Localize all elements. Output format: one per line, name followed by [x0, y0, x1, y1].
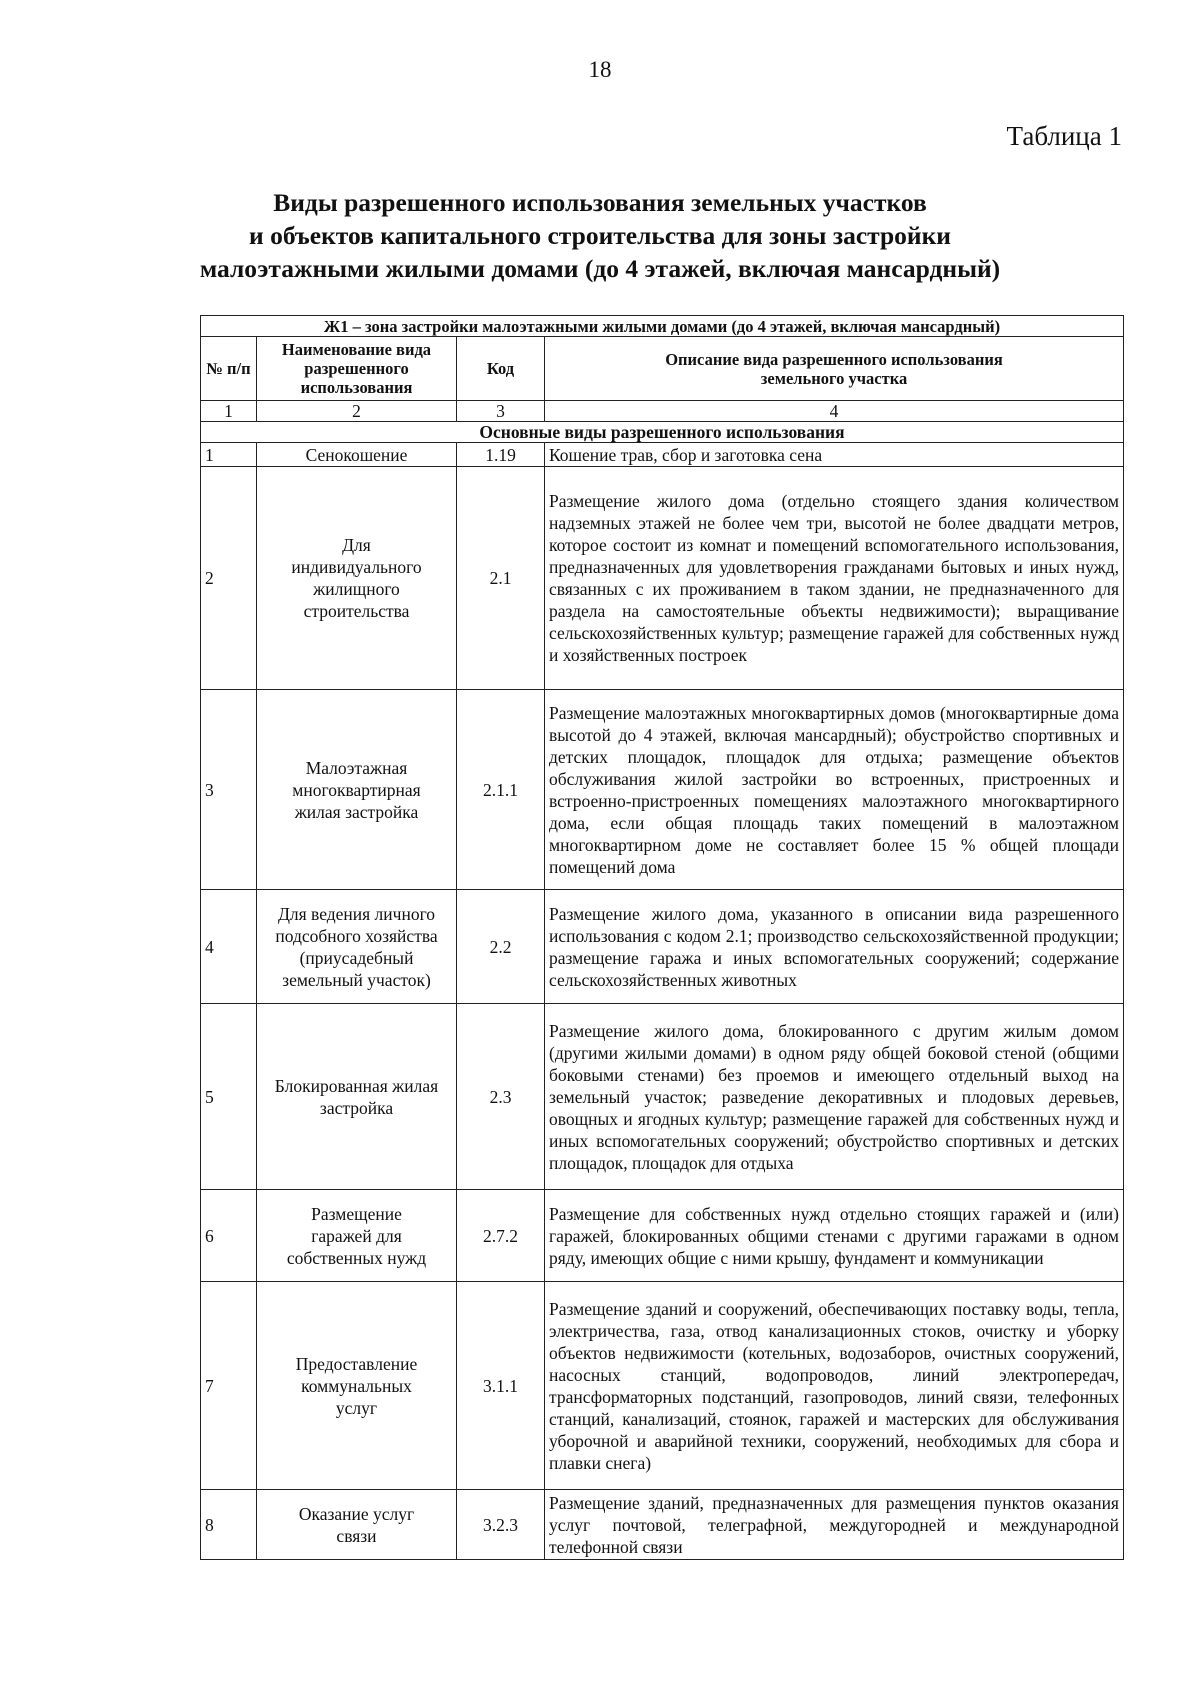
zone-header: Ж1 – зона застройки малоэтажными жилыми домами (до 4 этажей, включая мансардный): [201, 316, 1124, 337]
row-description: Размещение жилого дома, указанного в описании вида разрешенного использования с кодом 2.1; производство сельскохозяйственной продукции; размещение гаража и иных вспомогательных сооружений; содержание сельскохозяйственных животных: [545, 890, 1124, 1004]
title-line: и объектов капитального строительства для зоны застройки: [249, 221, 951, 250]
row-code: 3.1.1: [457, 1282, 545, 1490]
row-description: Размещение зданий и сооружений, обеспечивающих поставку воды, тепла, электричества, газа, отвод канализационных стоков, очистку и уборку объектов недвижимости (котельных, водозаборов, очистных сооружений, насосных станций, водопроводов, линий электропередач, трансформаторных подстанций, газопроводов, линий связи, телефонных станций, канализаций, стоянок, гаражей и мастерских для обслуживания уборочной и аварийной техники, сооружений, необходимых для сбора и плавки снега): [545, 1282, 1124, 1490]
row-number: 4: [201, 890, 257, 1004]
table-row: [201, 1490, 1124, 1560]
row-description: Размещение для собственных нужд отдельно стоящих гаражей и (или) гаражей, блокированных общими стенами с другими гаражами в одном ряду, имеющих общие с ними крышу, фундамент и коммуникации: [545, 1190, 1124, 1282]
table-body: [201, 443, 1124, 1560]
row-code: 2.1.1: [457, 690, 545, 890]
row-code: 2.1: [457, 467, 545, 690]
row-code: 1.19: [457, 443, 545, 467]
row-description: Размещение зданий, предназначенных для размещения пунктов оказания услуг почтовой, телеграфной, междугородней и международной телефонной связи: [545, 1490, 1124, 1560]
row-description: Размещение жилого дома, блокированного с другим жилым домом (другими жилыми домами) в одном ряду общей боковой стеной (общими боковыми стенами) без проемов и имеющего отдельный выход на земельный участок; разведение декоративных и плодовых деревьев, овощных и ягодных культур; размещение гаражей для собственных нужд и иных вспомогательных сооружений; обустройство спортивных и детских площадок, площадок для отдыха: [545, 1004, 1124, 1190]
row-name: Для индивидуального жилищного строительства: [257, 467, 457, 690]
section-title: Основные виды разрешенного использования: [201, 422, 1124, 443]
row-code: 2.3: [457, 1004, 545, 1190]
title-line: малоэтажными жилыми домами (до 4 этажей, включая мансардный): [199, 254, 1001, 283]
row-number: 7: [201, 1282, 257, 1490]
column-header-description: Описание вида разрешенного использования земельного участка: [545, 337, 1124, 401]
row-number: 1: [201, 443, 257, 467]
row-number: 2: [201, 467, 257, 690]
row-name: Оказание услуг связи: [257, 1490, 457, 1560]
row-description: Размещение малоэтажных многоквартирных домов (многоквартирные дома высотой до 4 этажей, включая мансардный); обустройство спортивных и детских площадок, площадок для отдыха; размещение объектов обслуживания жилой застройки во встроенных, пристроенных и встроенно-пристроенных помещениях малоэтажного многоквартирного дома, если общая площадь таких помещений в малоэтажном многоквартирном доме не составляет более 15 % общей площади помещений дома: [545, 690, 1124, 890]
document-title: [150, 186, 1050, 285]
land-use-table: [200, 315, 1124, 1560]
row-number: 6: [201, 1190, 257, 1282]
row-name: Малоэтажная многоквартирная жилая застройка: [257, 690, 457, 890]
row-number: 8: [201, 1490, 257, 1560]
row-name: Для ведения личного подсобного хозяйства (приусадебный земельный участок): [257, 890, 457, 1004]
table-row: [201, 1190, 1124, 1282]
row-code: 2.2: [457, 890, 545, 1004]
column-number: 3: [457, 401, 545, 422]
page-number: 18: [588, 57, 612, 82]
title-line: Виды разрешенного использования земельных участков: [273, 188, 927, 217]
column-number: 2: [257, 401, 457, 422]
table-row: [201, 1282, 1124, 1490]
row-description: Размещение жилого дома (отдельно стоящего здания количеством надземных этажей не более чем три, высотой не более двадцати метров, которое состоит из комнат и помещений вспомогательного использования, предназначенных для удовлетворения гражданами бытовых и иных нужд, связанных с их проживанием в таком здании, не предназначенного для раздела на самостоятельные объекты недвижимости); выращивание сельскохозяйственных культур; размещение гаражей для собственных нужд и хозяйственных построек: [545, 467, 1124, 690]
row-name: Размещение гаражей для собственных нужд: [257, 1190, 457, 1282]
row-name: Предоставление коммунальных услуг: [257, 1282, 457, 1490]
table-row: [201, 890, 1124, 1004]
column-header-code: Код: [457, 337, 545, 401]
column-number: 1: [201, 401, 257, 422]
row-code: 3.2.3: [457, 1490, 545, 1560]
column-header-name: Наименование вида разрешенного использования: [257, 337, 457, 401]
table-row: [201, 467, 1124, 690]
table-label: Таблица 1: [1006, 121, 1122, 151]
row-number: 3: [201, 690, 257, 890]
table-row: [201, 443, 1124, 467]
row-number: 5: [201, 1004, 257, 1190]
row-code: 2.7.2: [457, 1190, 545, 1282]
table-row: [201, 690, 1124, 890]
column-number: 4: [545, 401, 1124, 422]
column-header-num: № п/п: [201, 337, 257, 401]
row-name: Сенокошение: [257, 443, 457, 467]
row-description: Кошение трав, сбор и заготовка сена: [545, 443, 1124, 467]
table-row: [201, 1004, 1124, 1190]
row-name: Блокированная жилая застройка: [257, 1004, 457, 1190]
